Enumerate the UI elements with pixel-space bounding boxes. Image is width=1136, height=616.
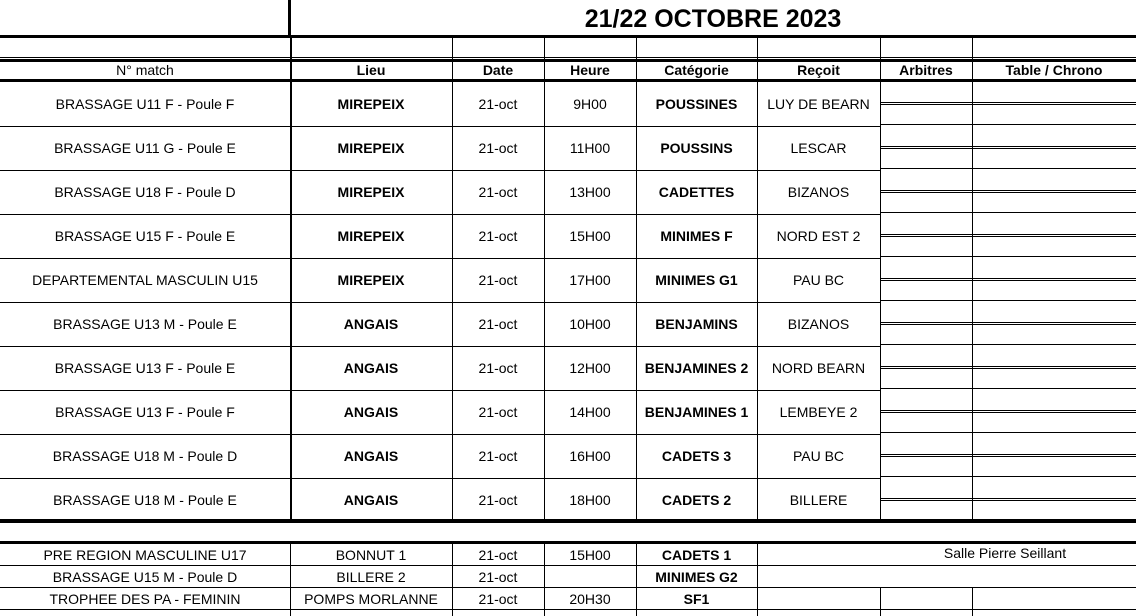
header-date: Date (482, 61, 514, 78)
row-8-categorie: BENJAMINES 1 (644, 404, 749, 420)
sub-line (880, 322, 1136, 323)
bottom-row-divider (0, 609, 1136, 610)
row-3-categorie: CADETTES (658, 184, 735, 200)
header-arbitres: Arbitres (899, 61, 953, 78)
row-6-date: 21-oct (478, 316, 518, 332)
row-7-heure: 12H00 (569, 360, 611, 376)
bottom-column-divider (452, 541, 453, 616)
row-2-categorie: POUSSINS (660, 140, 733, 156)
row-9-heure: 16H00 (569, 448, 611, 464)
row-10-date: 21-oct (478, 492, 518, 508)
header-recoit: Reçoit (797, 61, 840, 78)
row-9-date: 21-oct (478, 448, 518, 464)
row-1-lieu: MIREPEIX (337, 96, 405, 112)
row-7-recoit: NORD BEARN (771, 360, 866, 376)
sub-line (880, 500, 1136, 501)
sub-line (880, 344, 1136, 345)
row-10-heure: 18H00 (569, 492, 611, 508)
row-5-match: DEPARTEMENTAL MASCULIN U15 (32, 272, 258, 288)
sub-line (880, 234, 1136, 235)
sub-line (880, 368, 1136, 369)
sub-line (880, 212, 1136, 213)
row-8-date: 21-oct (478, 404, 518, 420)
row-9-match: BRASSAGE U18 M - Poule D (52, 448, 238, 464)
grid-line (0, 57, 1136, 58)
row-8-match: BRASSAGE U13 F - Poule F (55, 404, 235, 420)
sub-line (880, 236, 1136, 237)
row-2-recoit: LESCAR (790, 140, 847, 156)
row-7-lieu: ANGAIS (343, 360, 399, 376)
row-3-lieu: MIREPEIX (337, 184, 405, 200)
bottom-row-2-match: BRASSAGE U15 M - Poule D (52, 568, 238, 585)
sub-line (880, 124, 1136, 125)
bottom-row-1-match: PRE REGION MASCULINE U17 (43, 546, 247, 563)
row-3-match: BRASSAGE U18 F - Poule D (54, 184, 236, 200)
row-5-heure: 17H00 (569, 272, 611, 288)
bottom-row-3-match: TROPHEE DES PA - FEMININ (49, 590, 241, 607)
sub-line (880, 300, 1136, 301)
row-1-match: BRASSAGE U11 F - Poule F (55, 96, 235, 112)
row-1-date: 21-oct (478, 96, 518, 112)
row-6-lieu: ANGAIS (343, 316, 399, 332)
bottom-row-2-lieu: BILLERE 2 (336, 568, 406, 585)
header-lieu: Lieu (356, 61, 386, 78)
row-7-categorie: BENJAMINES 2 (644, 360, 749, 376)
main-table-bottom-border (0, 519, 1136, 523)
column-divider (544, 36, 545, 522)
header-match: N° match (116, 61, 174, 78)
sub-line (880, 278, 1136, 279)
row-2-date: 21-oct (478, 140, 518, 156)
sub-line (880, 190, 1136, 191)
row-4-recoit: NORD EST 2 (776, 228, 861, 244)
sub-line (880, 168, 1136, 169)
sub-line (880, 146, 1136, 147)
row-2-match: BRASSAGE U11 G - Poule E (54, 140, 236, 156)
row-5-recoit: PAU BC (792, 272, 845, 288)
sub-line (880, 256, 1136, 257)
row-1-recoit: LUY DE BEARN (767, 96, 870, 112)
sub-line (880, 454, 1136, 455)
bottom-column-divider (972, 588, 973, 616)
row-5-categorie: MINIMES G1 (655, 272, 738, 288)
sub-line (880, 410, 1136, 411)
bottom-column-divider (880, 588, 881, 616)
sub-line (880, 366, 1136, 367)
sub-line (880, 192, 1136, 193)
row-10-categorie: CADETS 2 (661, 492, 732, 508)
row-5-date: 21-oct (478, 272, 518, 288)
bottom-row-3-date: 21-oct (478, 590, 518, 607)
row-8-recoit: LEMBEYE 2 (779, 404, 858, 420)
sub-line (880, 498, 1136, 499)
sub-line (880, 456, 1136, 457)
venue-note: Salle Pierre Seillant (943, 545, 1067, 561)
row-10-lieu: ANGAIS (343, 492, 399, 508)
row-6-match: BRASSAGE U13 M - Poule E (53, 316, 237, 332)
row-1-categorie: POUSSINES (655, 96, 738, 112)
bottom-column-divider (757, 541, 758, 616)
column-divider (972, 36, 973, 522)
page-title: 21/22 OCTOBRE 2023 (584, 4, 842, 33)
row-9-categorie: CADETS 3 (661, 448, 732, 464)
bottom-row-2-categorie: MINIMES G2 (655, 568, 738, 585)
row-3-recoit: BIZANOS (787, 184, 850, 200)
row-9-lieu: ANGAIS (343, 448, 399, 464)
row-1-heure: 9H00 (573, 96, 607, 112)
column-divider (452, 36, 453, 522)
row-2-heure: 11H00 (569, 140, 611, 156)
row-9-recoit: PAU BC (792, 448, 845, 464)
row-6-heure: 10H00 (569, 316, 611, 332)
row-7-match: BRASSAGE U13 F - Poule E (54, 360, 236, 376)
header-heure: Heure (570, 61, 610, 78)
bottom-row-3-lieu: POMPS MORLANNE (304, 590, 438, 607)
column-divider (636, 36, 637, 522)
row-6-recoit: BIZANOS (787, 316, 850, 332)
bottom-row-3-heure: 20H30 (569, 590, 611, 607)
row-3-heure: 13H00 (569, 184, 611, 200)
title-left-border (288, 0, 291, 36)
bottom-column-divider (636, 541, 637, 616)
row-7-date: 21-oct (478, 360, 518, 376)
column-divider (880, 36, 881, 522)
bottom-row-3-categorie: SF1 (683, 590, 710, 607)
sub-line (880, 432, 1136, 433)
bottom-column-divider (290, 541, 291, 616)
column-divider (290, 36, 292, 522)
row-8-heure: 14H00 (569, 404, 611, 420)
row-4-date: 21-oct (478, 228, 518, 244)
sub-line (880, 388, 1136, 389)
bottom-row-1-lieu: BONNUT 1 (335, 546, 407, 563)
sub-line (880, 148, 1136, 149)
bottom-row-2-heure (544, 566, 636, 587)
row-4-lieu: MIREPEIX (337, 228, 405, 244)
row-3-date: 21-oct (478, 184, 518, 200)
column-divider (757, 36, 758, 522)
row-8-lieu: ANGAIS (343, 404, 399, 420)
title-bottom-border (0, 35, 1136, 38)
header-categorie: Catégorie (664, 61, 729, 78)
sub-line (880, 324, 1136, 325)
row-2-lieu: MIREPEIX (337, 140, 405, 156)
row-6-categorie: BENJAMINS (655, 316, 738, 332)
bottom-row-1-heure: 15H00 (569, 546, 611, 563)
bottom-row-1-date: 21-oct (478, 546, 518, 563)
sub-line (880, 476, 1136, 477)
bottom-row-2-date: 21-oct (478, 568, 518, 585)
sub-line (880, 412, 1136, 413)
bottom-row-1-categorie: CADETS 1 (661, 546, 732, 563)
sub-line (880, 102, 1136, 103)
row-5-lieu: MIREPEIX (337, 272, 405, 288)
header-table-chrono: Table / Chrono (1005, 61, 1103, 78)
row-4-heure: 15H00 (569, 228, 611, 244)
bottom-column-divider (544, 541, 545, 616)
sub-line (880, 104, 1136, 105)
row-10-recoit: BILLERE (789, 492, 848, 508)
row-4-categorie: MINIMES F (660, 228, 733, 244)
row-10-match: BRASSAGE U18 M - Poule E (53, 492, 237, 508)
row-4-match: BRASSAGE U15 F - Poule E (54, 228, 236, 244)
sub-line (880, 280, 1136, 281)
